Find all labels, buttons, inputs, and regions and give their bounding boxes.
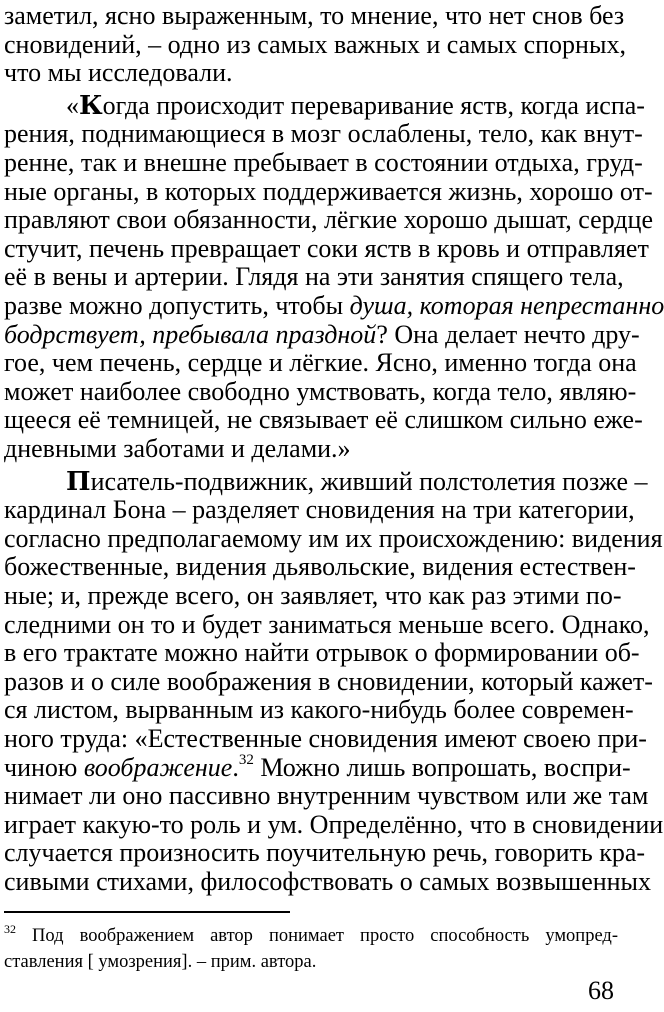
text-line: случается произносить поучительную речь, говорить кра- [4,838,646,868]
footnote-line: ставления [ умозрения]. – прим. автора. [4,952,317,972]
text-line: ные; и, прежде всего, он заявляет, что как раз этими по- [4,581,622,610]
text-line: ренне, так и внешне пребывает в состоянии отдыха, груд- [4,148,643,177]
text-line: рения, поднимающиеся в мозг ослаблены, тело, как внут- [4,119,643,149]
text-line [66,466,648,497]
text-line [4,291,664,321]
open-quote: « [66,90,79,120]
text-line: ся листом, вырванным из какого-нибудь более современ- [4,695,634,725]
text-line: её в вены и артерии. Глядя на эти занятия спящего тела, [4,262,624,292]
footnote-divider [4,911,290,913]
text-line: следними он то и будет заниматься меньше всего. Однако, [4,609,650,639]
drop-cap-letter: К [79,90,103,121]
text-line: правляют свои обязанности, лёгкие хорошо дышат, сердце [4,205,653,235]
text-line: сновидений, – одно из самых важных и самых спорных, [4,29,626,59]
text-line: сивыми стихами, философствовать о самых возвышенных [4,867,652,896]
text-line: гое, чем печень, сердце и лёгкие. Ясно, именно тогда она [4,348,637,378]
drop-cap-letter: П [66,466,91,497]
text-line: согласно предполагаемому им их происхождению: видения [4,523,663,553]
text-line: в его трактате можно найти отрывок о формировании об- [4,638,640,668]
footnote-text: Под воображением автор понимает просто способность умопред- [16,926,618,946]
text-line: играет какую-то роль и ум. Определённо, что в сновидении [4,809,664,839]
text-line [66,90,645,121]
footnote-reference[interactable]: 32 [238,751,254,768]
text-line [4,319,640,350]
text-segment: исатель-подвижник, живший полстолетия позже – [90,466,648,496]
italic-text: душа, которая непрестанно [349,291,664,320]
text-line: ного труда: «Естественные сновидения имеют своею при- [4,724,647,753]
text-segment: Можно лишь вопрошать, воспри- [253,752,631,782]
text-segment: разве можно допустить, чтобы [4,291,350,320]
text-segment: . [232,752,239,782]
text-line: божественные, видения дьявольские, видения естествен- [4,552,636,582]
text-line [4,751,631,783]
footnote-number: 32 [4,922,16,936]
text-line: что мы исследовали. [4,58,233,88]
italic-text: бодрствует, пребывала праздной [4,319,377,349]
text-segment: ? Она делает нечто дру- [376,319,640,349]
text-line: кардинал Бона – разделяет сновидения на три категории, [4,495,635,525]
text-line: стучит, печень превращает соки яств в кровь и отправляет [4,233,649,263]
text-line: нимает ли оно пассивно внутренним чувством или же там [4,781,649,811]
text-line: может наиболее свободно умствовать, когда тело, являю- [4,376,637,406]
page-number: 68 [588,976,614,1005]
footnote-line [4,923,618,949]
text-line: щееся её темницей, не связывает её слишком сильно еже- [4,405,643,435]
text-segment: огда происходит переваривание яств, когда испа- [102,90,645,120]
text-segment: чиною [4,752,84,782]
text-line: дневными заботами и делами.» [4,434,351,463]
italic-text: воображение [83,752,233,782]
text-line: разов и о силе воображения в сновидении, который кажет- [4,666,653,696]
text-line: ные органы, в которых поддерживается жизнь, хорошо от- [4,176,653,206]
text-line: заметил, ясно выраженным, то мнение, что нет снов без [4,1,625,30]
